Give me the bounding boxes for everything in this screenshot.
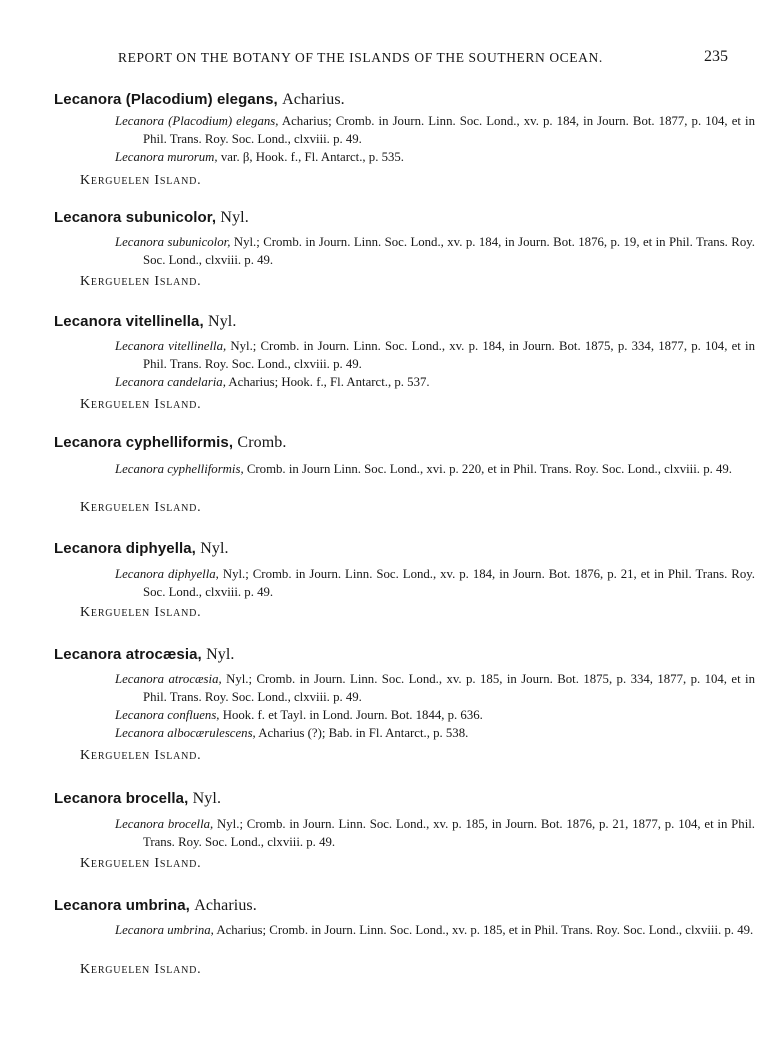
species-name: Lecanora diphyella, — [54, 540, 196, 557]
species-author: Cromb. — [237, 434, 287, 451]
locality: Kerguelen Island. — [80, 962, 202, 977]
species-author: Acharius. — [194, 897, 257, 914]
synonym-citation — [115, 112, 755, 148]
citation-text: Hook. f. et Tayl. in Lond. Journ. Bot. 1844, p. 636. — [222, 708, 483, 722]
citation-text: var. β, Hook. f., Fl. Antarct., p. 535. — [220, 150, 404, 164]
synonym-name: Lecanora albocærulescens, — [115, 726, 256, 740]
citation-text: Nyl.; Cromb. in Journ. Linn. Soc. Lond., xv. p. 184, in Journ. Bot. 1876, p. 19, et in Phil. Trans. Roy. Soc. Lond., clxviii. p. 49. — [143, 235, 756, 267]
page-number: 235 — [704, 48, 728, 65]
synonym-citation — [115, 148, 755, 166]
species-heading — [54, 91, 345, 109]
synonym-citation — [115, 815, 755, 851]
synonym-citation — [115, 460, 755, 478]
citation-text: Acharius (?); Bab. in Fl. Antarct., p. 538. — [258, 726, 469, 740]
species-heading — [54, 313, 236, 331]
species-author: Nyl. — [208, 313, 237, 330]
synonym-name: Lecanora atrocæsia, — [115, 672, 222, 686]
synonym-name: Lecanora confluens, — [115, 708, 220, 722]
species-author: Nyl. — [220, 209, 249, 226]
species-heading — [54, 897, 257, 915]
synonym-name: Lecanora (Placodium) elegans, — [115, 114, 279, 128]
locality: Kerguelen Island. — [80, 274, 202, 289]
synonym-citation — [115, 921, 755, 939]
synonym-citation — [115, 373, 755, 391]
species-name: Lecanora umbrina, — [54, 897, 190, 914]
citation-text: Acharius; Cromb. in Journ. Linn. Soc. Lond., xv. p. 184, in Journ. Bot. 1877, p. 104, et in Phil. Trans. Roy. Soc. Lond., clxviii. p. 49. — [143, 114, 755, 146]
species-name: Lecanora cyphelliformis, — [54, 434, 234, 451]
synonym-citation — [115, 706, 755, 724]
synonym-name: Lecanora subunicolor, — [115, 235, 231, 249]
species-heading — [54, 790, 221, 808]
locality: Kerguelen Island. — [80, 748, 202, 763]
synonym-name: Lecanora diphyella, — [115, 567, 219, 581]
species-heading — [54, 434, 286, 452]
synonym-citation — [115, 670, 755, 706]
synonym-name: Lecanora cyphelliformis, — [115, 462, 244, 476]
species-author: Nyl. — [192, 790, 222, 807]
citation-text: Nyl.; Cromb. in Journ. Linn. Soc. Lond., xv. p. 185, in Journ. Bot. 1875, p. 334, 1877, p. 104, et in Phil. Trans. Roy. Soc. Lond., clxviii. p. 49. — [143, 672, 755, 704]
species-name: Lecanora brocella, — [54, 790, 189, 807]
locality: Kerguelen Island. — [80, 856, 202, 871]
synonym-name: Lecanora candelaria, — [115, 375, 226, 389]
species-name: Lecanora atrocæsia, — [54, 646, 202, 663]
species-author: Nyl. — [206, 646, 235, 663]
citation-text: Cromb. in Journ Linn. Soc. Lond., xvi. p. 220, et in Phil. Trans. Roy. Soc. Lond., clxviii. p. 49. — [246, 462, 732, 476]
running-title: REPORT ON THE BOTANY OF THE ISLANDS OF THE SOUTHERN OCEAN. — [118, 50, 603, 65]
citation-text: Nyl.; Cromb. in Journ. Linn. Soc. Lond., xv. p. 184, in Journ. Bot. 1875, p. 334, 1877, p. 104, et in Phil. Trans. Roy. Soc. Lond., clxviii. p. 49. — [143, 339, 755, 371]
species-author: Acharius. — [282, 91, 345, 108]
citation-text: Acharius; Cromb. in Journ. Linn. Soc. Lond., xv. p. 185, et in Phil. Trans. Roy. Soc. Lond., clxviii. p. 49. — [216, 923, 754, 937]
locality: Kerguelen Island. — [80, 500, 202, 515]
locality: Kerguelen Island. — [80, 605, 202, 620]
locality: Kerguelen Island. — [80, 397, 202, 412]
synonym-name: Lecanora murorum, — [115, 150, 218, 164]
citation-text: Nyl.; Cromb. in Journ. Linn. Soc. Lond., xv. p. 184, in Journ. Bot. 1876, p. 21, et in Phil. Trans. Roy. Soc. Lond., clxviii. p. 49. — [143, 567, 756, 599]
synonym-name: Lecanora brocella, — [115, 817, 214, 831]
synonym-citation — [115, 565, 755, 601]
species-name: Lecanora (Placodium) elegans, — [54, 91, 278, 108]
species-name: Lecanora subunicolor, — [54, 209, 217, 226]
citation-text: Acharius; Hook. f., Fl. Antarct., p. 537. — [228, 375, 430, 389]
synonym-name: Lecanora vitellinella, — [115, 339, 227, 353]
citation-text: Nyl.; Cromb. in Journ. Linn. Soc. Lond., xv. p. 185, in Journ. Bot. 1876, p. 21, 1877, p. 104, et in Phil. Trans. Roy. Soc. Lond., clxviii. p. 49. — [143, 817, 756, 849]
synonym-citation — [115, 337, 755, 373]
species-heading — [54, 540, 229, 558]
synonym-citation — [115, 233, 755, 269]
locality: Kerguelen Island. — [80, 173, 202, 188]
synonym-name: Lecanora umbrina, — [115, 923, 214, 937]
species-heading — [54, 646, 235, 664]
species-name: Lecanora vitellinella, — [54, 313, 204, 330]
synonym-citation — [115, 724, 755, 742]
species-heading — [54, 209, 249, 227]
species-author: Nyl. — [200, 540, 229, 557]
